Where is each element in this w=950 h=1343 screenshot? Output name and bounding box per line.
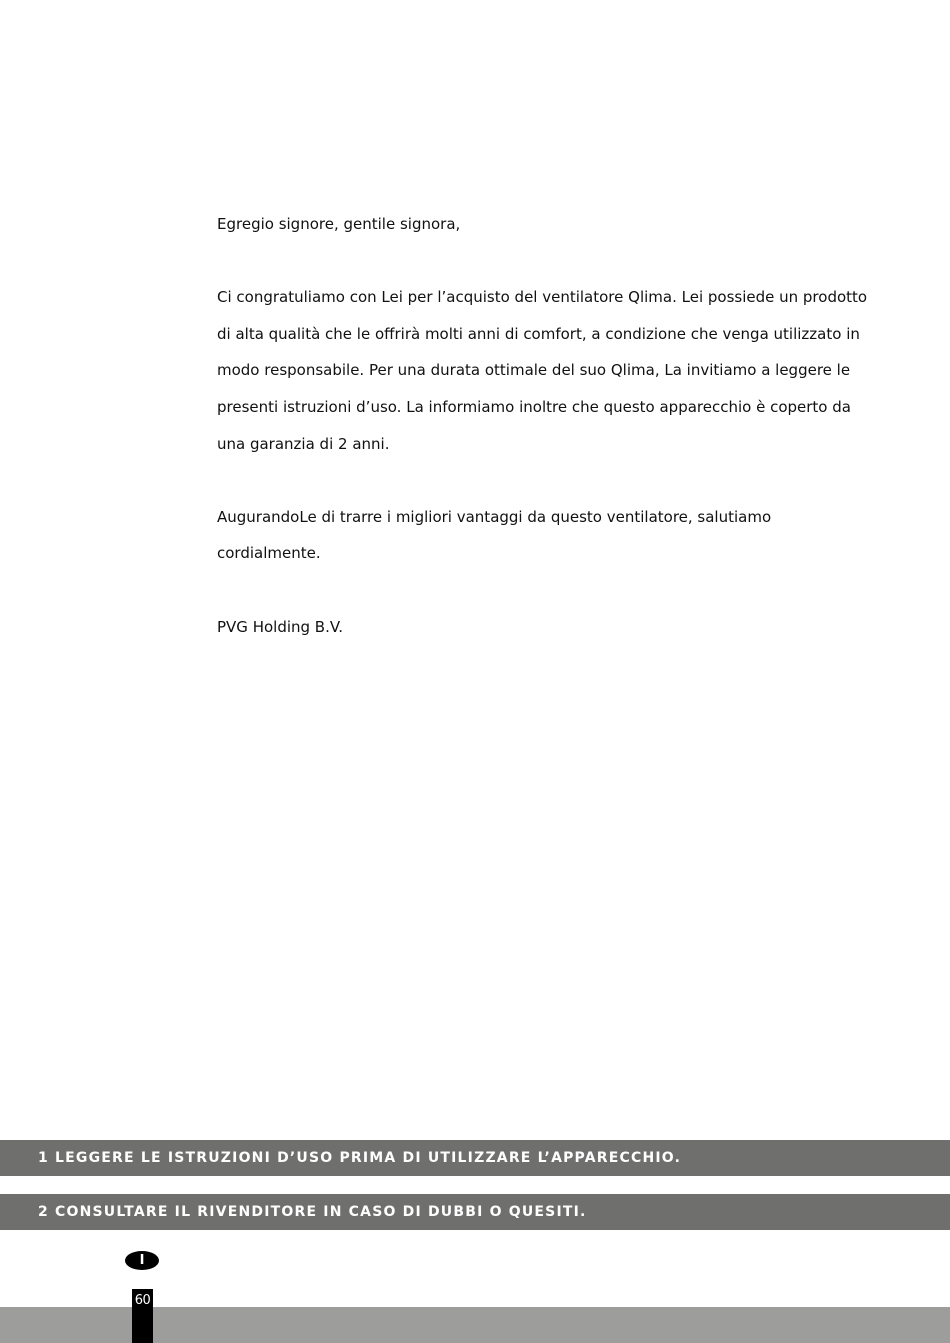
letter-signature: PVG Holding B.V. [217,617,343,636]
instruction-banner-consult-dealer: 2 CONSULTARE IL RIVENDITORE IN CASO DI DUBBI O QUESITI. [0,1194,950,1230]
instruction-banner-read-manual: 1 LEGGERE LE ISTRUZIONI D’USO PRIMA DI UTILIZZARE L’APPARECCHIO. [0,1140,950,1176]
page-number: 60 [132,1289,153,1343]
language-badge: I [125,1251,159,1270]
letter-paragraph: Ci congratuliamo con Lei per l’acquisto del ventilatore Qlima. Lei possiede un prodotto di alta qualità che le offrirà molti anni di comfort, a condizione che venga utilizzato in modo responsabile. Per una durata ottimale del suo Qlima, La invitiamo a leggere le presenti istruzioni d’uso. La informiamo inoltre che questo apparecchio è coperto da una garanzia di 2 anni. [217,288,868,453]
letter-greeting: Egregio signore, gentile signora, [217,215,461,233]
letter-closing: AugurandoLe di trarre i migliori vantaggi da questo ventilatore, salutiamo cordialmente. [217,507,772,563]
letter-body [217,206,877,645]
